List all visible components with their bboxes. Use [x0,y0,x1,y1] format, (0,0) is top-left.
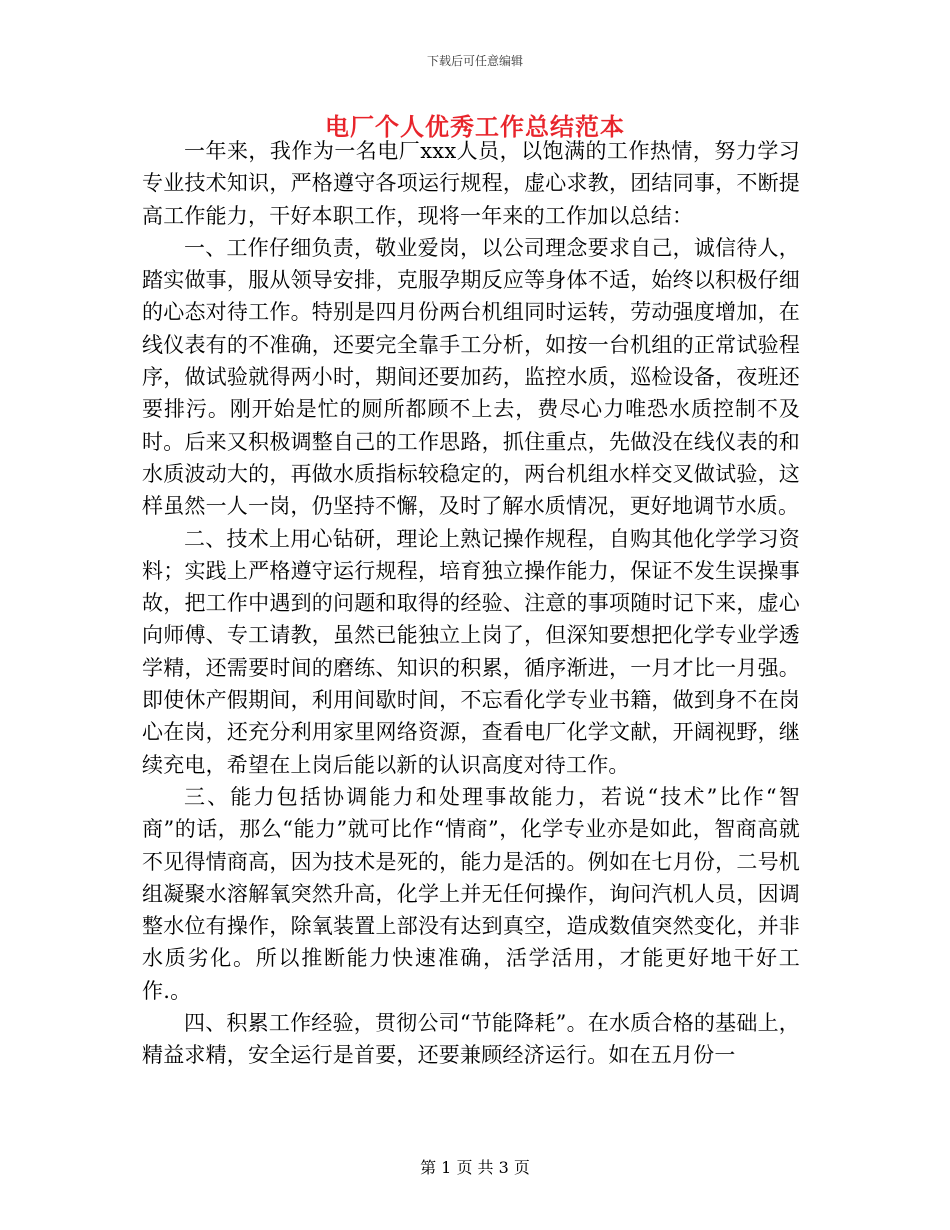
document-title: 电厂个人优秀工作总结范本 [325,112,625,141]
page-number: 第 1 页 共 3 页 [420,1158,530,1177]
document-body [142,135,800,1072]
paragraph-intro: 一年来，我作为一名电厂xxx人员，以饱满的工作热情，努力学习专业技术知识，严格遵守各项运行规程，虚心求教，团结同事，不断提高工作能力，干好本职工作，现将一年来的工作加以总结： [142,139,800,228]
header-note: 下载后可任意编辑 [426,54,523,68]
paragraph-section-3: 三、能力包括协调能力和处理事故能力，若说“技术”比作“智商”的话，那么“能力”就可比作“情商”，化学专业亦是如此，智商高就不见得情商高，因为技术是死的，能力是活的。例如在七月份，二号机组凝聚水溶解氧突然升高，化学上并无任何操作，询问汽机人员，因调整水位有操作，除氧装置上部没有达到真空，造成数值突然变化，并非水质劣化。所以推断能力快速准确，活学活用，才能更好地干好工作.。 [142,784,800,1003]
paragraph-section-1: 一、工作仔细负责，敬业爱岗，以公司理念要求自己，诚信待人，踏实做事，服从领导安排，克服孕期反应等身体不适，始终以积极仔细的心态对待工作。特别是四月份两台机组同时运转，劳动强度增加，在线仪表有的不准确，还要完全靠手工分析，如按一台机组的正常试验程序，做试验就得两小时，期间还要加药，监控水质，巡检设备，夜班还要排污。刚开始是忙的厕所都顾不上去，费尽心力唯恐水质控制不及时。后来又积极调整自己的工作思路，抓住重点，先做没在线仪表的和水质波动大的，再做水质指标较稳定的，两台机组水样交叉做试验，这样虽然一人一岗，仍坚持不懈，及时了解水质情况，更好地调节水质。 [142,235,800,519]
paragraph-section-4: 四、积累工作经验，贯彻公司“节能降耗”。在水质合格的基础上，精益求精，安全运行是首要，还要兼顾经济运行。如在五月份一 [142,1011,800,1068]
paragraph-section-2: 二、技术上用心钻研，理论上熟记操作规程，自购其他化学学习资料；实践上严格遵守运行规程，培育独立操作能力，保证不发生误操事故，把工作中遇到的问题和取得的经验、注意的事项随时记下来，虚心向师傅、专工请教，虽然已能独立上岗了，但深知要想把化学专业学透学精，还需要时间的磨练、知识的积累，循序渐进，一月才比一月强。即使休产假期间，利用间歇时间，不忘看化学专业书籍，做到身不在岗心在岗，还充分利用家里网络资源，查看电厂化学文献，开阔视野，继续充电，希望在上岗后能以新的认识高度对待工作。 [142,526,800,777]
